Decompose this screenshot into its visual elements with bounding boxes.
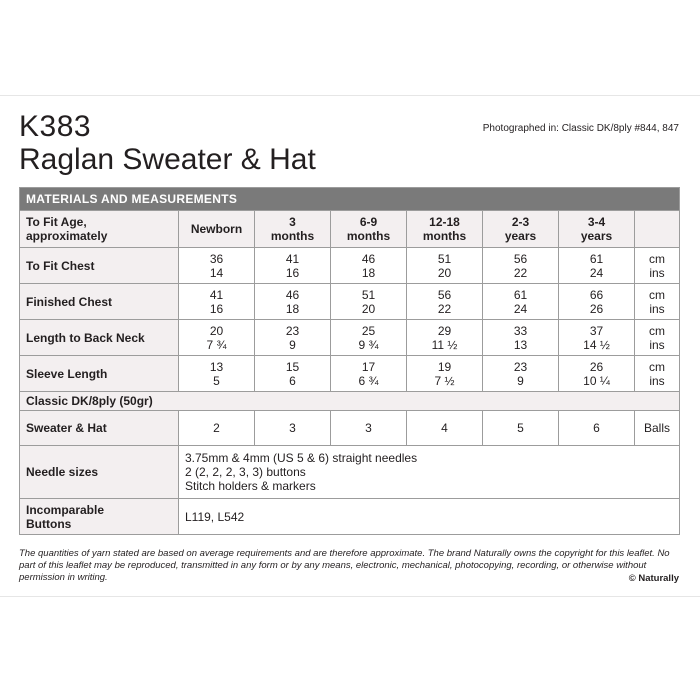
row-label [20, 499, 179, 535]
table-row [20, 320, 680, 356]
value-cell [559, 320, 635, 356]
unit-ins: ins [649, 265, 665, 280]
ins-value: 11 ½ [431, 337, 458, 352]
pattern-title: Raglan Sweater & Hat [19, 143, 316, 176]
value-cell [255, 284, 331, 320]
ins-value: 7 ½ [434, 373, 455, 388]
value-cell [483, 356, 559, 392]
unit-cell: Balls [635, 411, 680, 446]
ins-value: 24 [589, 265, 604, 280]
table-row [20, 284, 680, 320]
age-line1: 3 [289, 215, 296, 229]
age-col [255, 211, 331, 248]
cm-value: 33 [513, 323, 528, 338]
balls-value: 3 [331, 411, 407, 446]
age-line2: months [422, 229, 467, 243]
cm-value: 19 [437, 359, 452, 374]
age-col [483, 211, 559, 248]
balls-value: 3 [255, 411, 331, 446]
unit-cell [635, 320, 680, 356]
cm-value: 26 [589, 359, 604, 374]
yarn-row [20, 392, 680, 411]
balls-row [20, 411, 680, 446]
table-row [20, 248, 680, 284]
buttons-label-line2: Buttons [26, 516, 72, 531]
materials-table [19, 187, 680, 535]
fit-age-label-line1: To Fit Age, [26, 215, 87, 229]
ins-value: 22 [513, 265, 528, 280]
ins-value: 16 [209, 301, 224, 316]
value-cell [331, 248, 407, 284]
value-cell [179, 320, 255, 356]
balls-value: 5 [483, 411, 559, 446]
table-row [20, 356, 680, 392]
value-cell [407, 320, 483, 356]
unit-cm: cm [649, 323, 665, 338]
value-cell [179, 248, 255, 284]
cm-value: 46 [285, 287, 300, 302]
ins-value: 6 [289, 373, 296, 388]
unit-col-header [635, 211, 680, 248]
cm-value: 13 [209, 359, 224, 374]
value-cell [255, 248, 331, 284]
fit-age-label-line2: approximately [26, 229, 108, 243]
age-col [407, 211, 483, 248]
cm-value: 37 [589, 323, 604, 338]
cm-value: 61 [589, 251, 604, 266]
unit-cm: cm [649, 251, 665, 266]
cm-value: 25 [361, 323, 376, 338]
copyright: © Naturally [628, 573, 679, 584]
row-label: To Fit Chest [20, 248, 179, 284]
ins-value: 9 [517, 373, 524, 388]
cm-value: 51 [437, 251, 452, 266]
row-label: Length to Back Neck [20, 320, 179, 356]
value-cell [407, 356, 483, 392]
age-line2: months [270, 229, 315, 243]
value-cell [179, 356, 255, 392]
disclaimer: The quantities of yarn stated are based on average requirements and are therefore approximate. The brand Naturally owns the copyright for this leaflet. No part of this leaflet may be reproduced, transmitted in any form or by any means, electronic, mechanical, photocopying, recording, or otherwise without permission in writing. [19, 548, 670, 583]
cm-value: 20 [209, 323, 224, 338]
unit-cell [635, 356, 680, 392]
ins-value: 14 [209, 265, 224, 280]
value-cell [255, 356, 331, 392]
row-label: Needle sizes [20, 446, 179, 499]
value-cell [407, 284, 483, 320]
cm-value: 56 [437, 287, 452, 302]
fit-age-label [20, 211, 179, 248]
ins-value: 7 ¾ [206, 337, 227, 352]
value-cell [179, 284, 255, 320]
value-cell [559, 284, 635, 320]
unit-ins: ins [649, 337, 665, 352]
value-cell [559, 248, 635, 284]
needle-row [20, 446, 680, 499]
age-col [331, 211, 407, 248]
row-label: Sweater & Hat [20, 411, 179, 446]
cm-value: 23 [513, 359, 528, 374]
needle-details [179, 446, 680, 499]
cm-value: 46 [361, 251, 376, 266]
pattern-code: K383 [19, 110, 92, 143]
bottom-divider [0, 596, 700, 597]
ins-value: 6 ¾ [358, 373, 379, 388]
age-line2: years [504, 229, 537, 243]
unit-ins: ins [649, 301, 665, 316]
age-line2: months [346, 229, 391, 243]
ins-value: 14 ½ [583, 337, 610, 352]
value-cell [407, 248, 483, 284]
value-cell [331, 284, 407, 320]
ins-value: 13 [513, 337, 528, 352]
age-header-row [20, 211, 680, 248]
ins-value: 16 [285, 265, 300, 280]
age-line2: years [580, 229, 613, 243]
ins-value: 9 ¾ [358, 337, 379, 352]
section-header: MATERIALS AND MEASUREMENTS [20, 188, 680, 211]
cm-value: 36 [209, 251, 224, 266]
value-cell [559, 356, 635, 392]
cm-value: 51 [361, 287, 376, 302]
needle-line: 2 (2, 2, 2, 3, 3) buttons [185, 465, 306, 479]
cm-value: 56 [513, 251, 528, 266]
value-cell [331, 320, 407, 356]
cm-value: 61 [513, 287, 528, 302]
ins-value: 9 [289, 337, 296, 352]
cm-value: 15 [285, 359, 300, 374]
ins-value: 20 [437, 265, 452, 280]
ins-value: 18 [361, 265, 376, 280]
cm-value: 41 [209, 287, 224, 302]
cm-value: 29 [437, 323, 452, 338]
unit-ins: ins [649, 373, 665, 388]
row-label: Finished Chest [20, 284, 179, 320]
needle-line: Stitch holders & markers [185, 479, 316, 493]
ins-value: 18 [285, 301, 300, 316]
value-cell [483, 284, 559, 320]
age-line1: 6-9 [359, 215, 378, 229]
age-line1: 2-3 [511, 215, 530, 229]
cm-value: 66 [589, 287, 604, 302]
age-line1: Newborn [190, 222, 243, 236]
value-cell [483, 248, 559, 284]
cm-value: 17 [361, 359, 376, 374]
row-label: Sleeve Length [20, 356, 179, 392]
ins-value: 26 [589, 301, 604, 316]
unit-cm: cm [649, 287, 665, 302]
photographed-note: Photographed in: Classic DK/8ply #844, 847 [482, 123, 679, 134]
value-cell [331, 356, 407, 392]
unit-cell [635, 284, 680, 320]
cm-value: 41 [285, 251, 300, 266]
value-cell [483, 320, 559, 356]
balls-value: 6 [559, 411, 635, 446]
ins-value: 22 [437, 301, 452, 316]
yarn-label: Classic DK/8ply (50gr) [20, 392, 680, 411]
age-line1: 12-18 [429, 215, 460, 229]
value-cell [255, 320, 331, 356]
buttons-row [20, 499, 680, 535]
ins-value: 5 [213, 373, 220, 388]
age-col [179, 211, 255, 248]
balls-value: 2 [179, 411, 255, 446]
age-col [559, 211, 635, 248]
age-line1: 3-4 [587, 215, 606, 229]
cm-value: 23 [285, 323, 300, 338]
unit-cm: cm [649, 359, 665, 374]
needle-line: 3.75mm & 4mm (US 5 & 6) straight needles [185, 451, 418, 465]
buttons-value: L119, L542 [179, 499, 680, 535]
ins-value: 10 ¼ [583, 373, 610, 388]
top-divider [0, 95, 700, 96]
buttons-label-line1: Incomparable [26, 502, 105, 517]
balls-value: 4 [407, 411, 483, 446]
ins-value: 20 [361, 301, 376, 316]
unit-cell [635, 248, 680, 284]
ins-value: 24 [513, 301, 528, 316]
